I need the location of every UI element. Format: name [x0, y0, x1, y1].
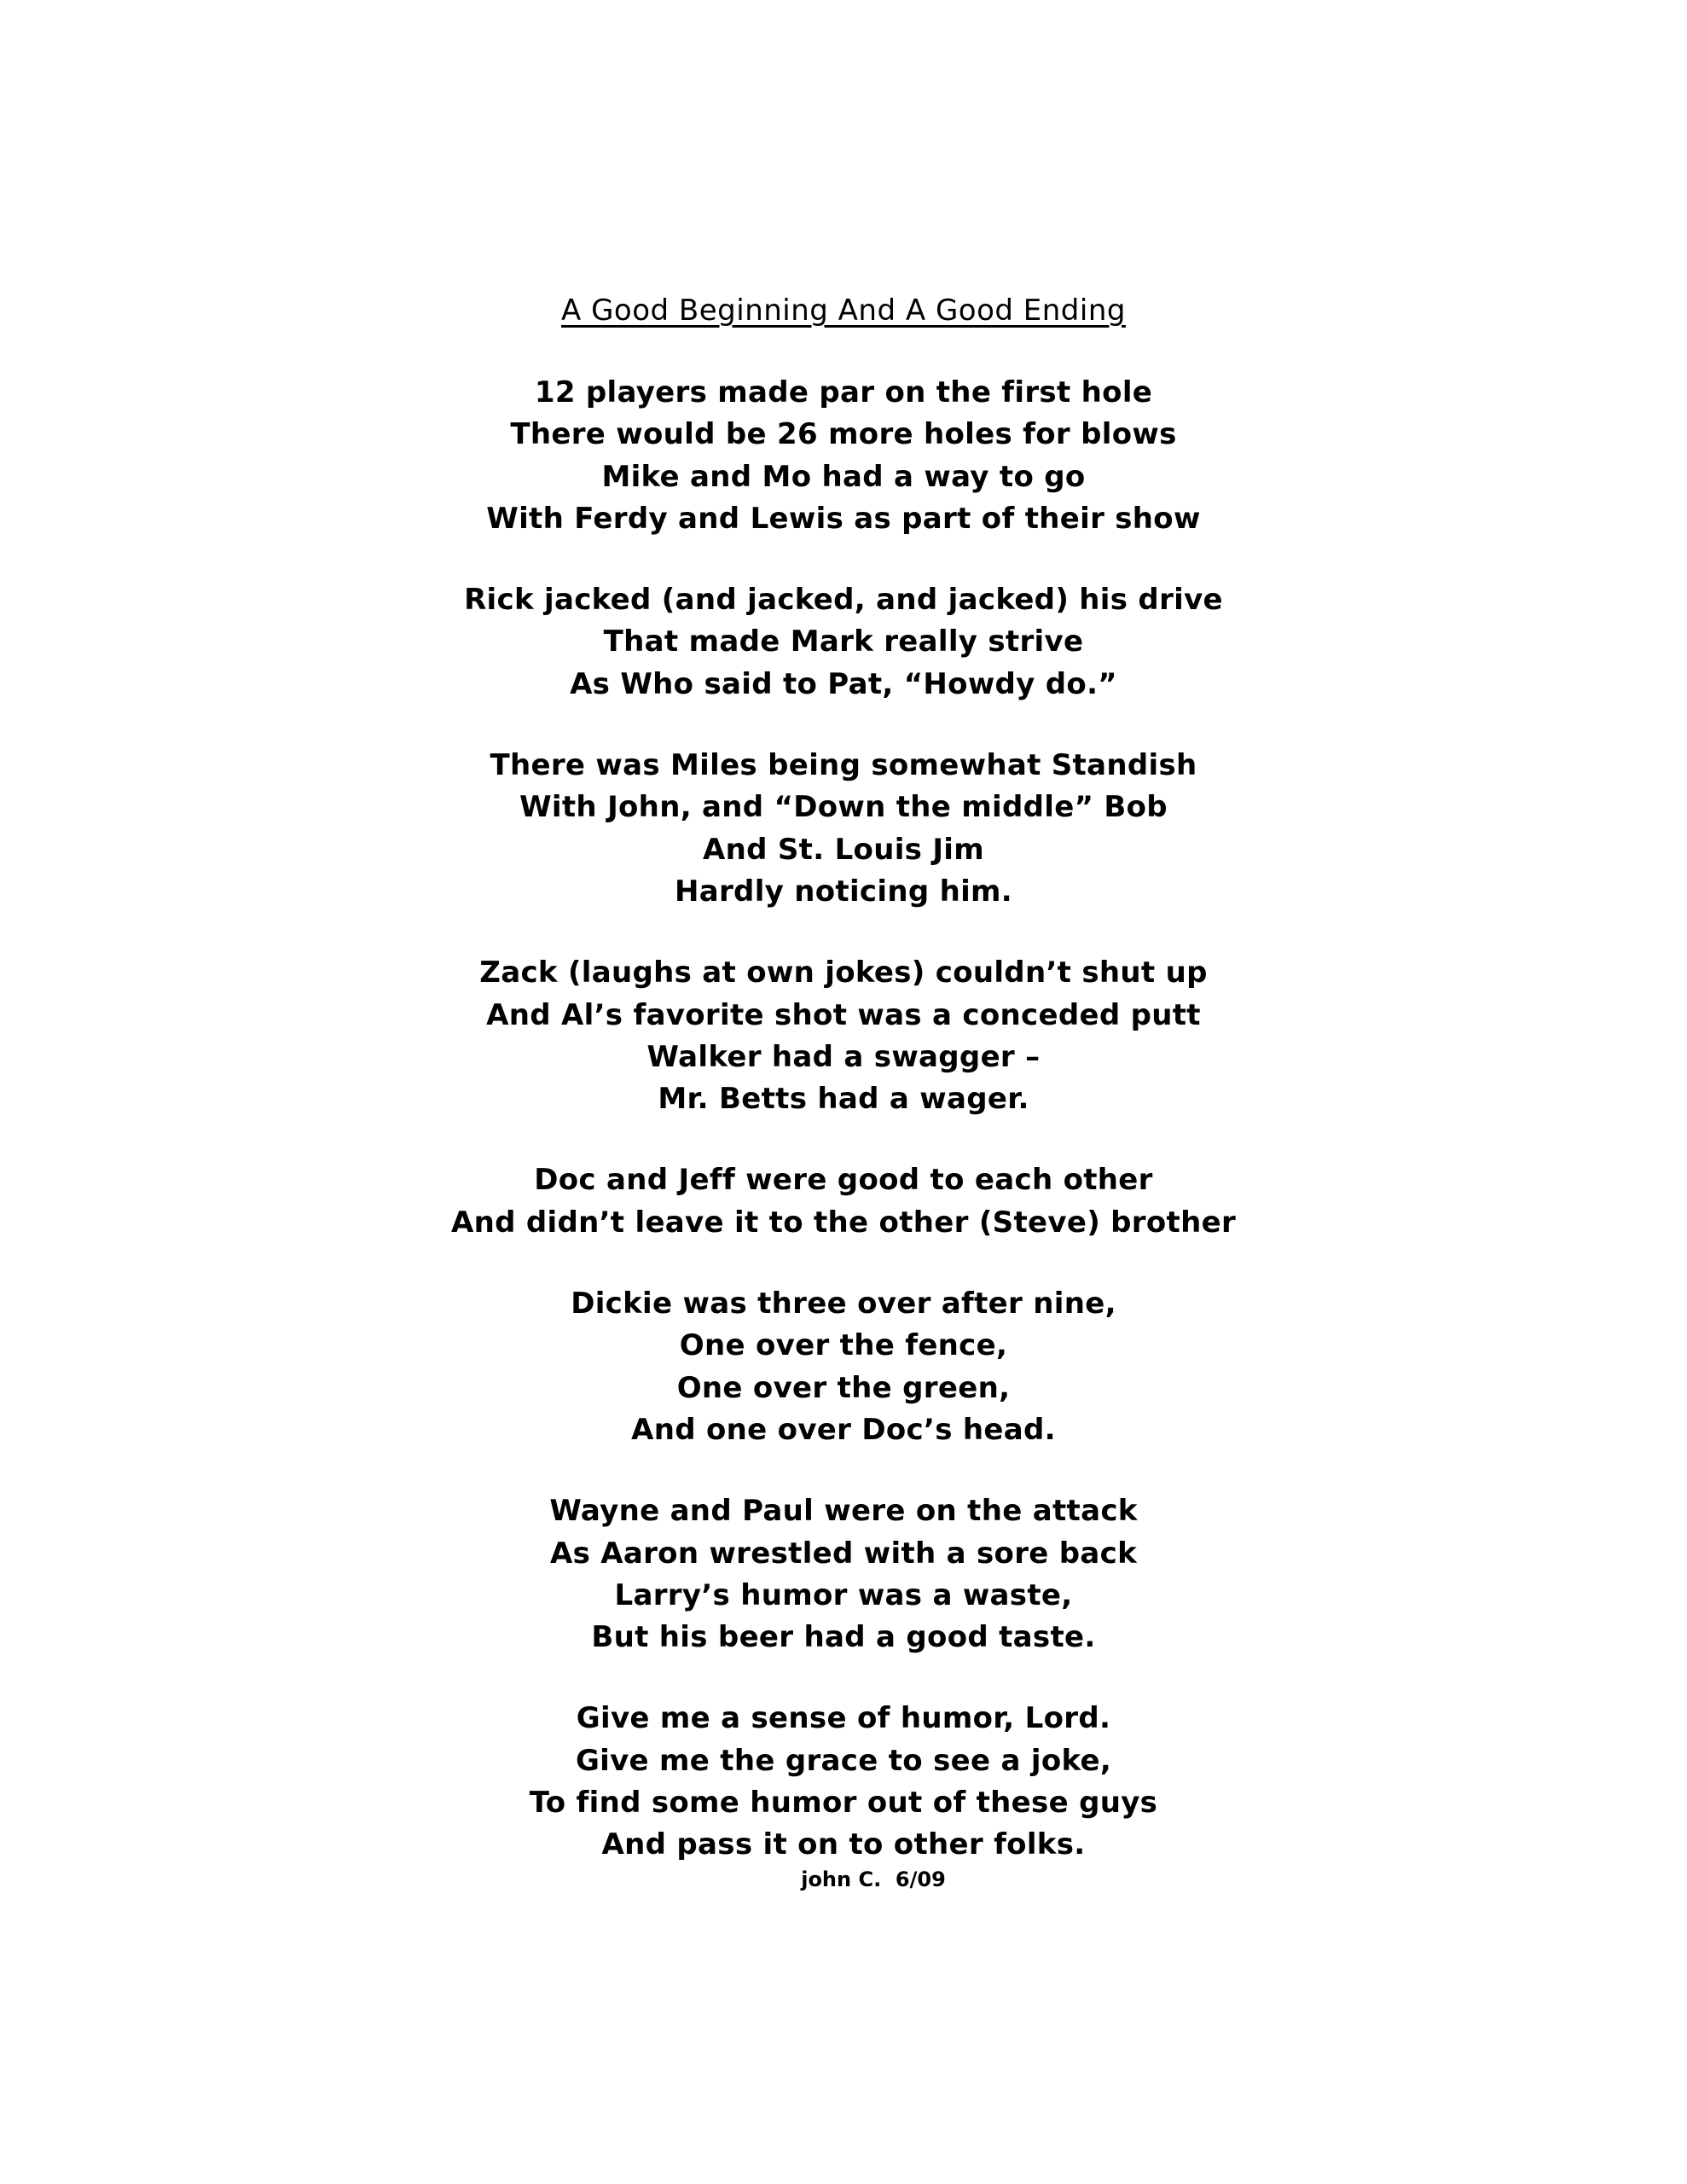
- poem-line: Give me a sense of humor, Lord.: [576, 1701, 1111, 1736]
- stanza-3: [0, 745, 1687, 913]
- poem-line: And St. Louis Jim: [703, 832, 984, 867]
- poem-line: Mike and Mo had a way to go: [601, 459, 1086, 494]
- stanza-8: [0, 1698, 1687, 1891]
- poem-line: And pass it on to other folks.: [601, 1827, 1086, 1862]
- poem-line: And Al’s favorite shot was a conceded putt: [486, 997, 1201, 1032]
- poem-line: With Ferdy and Lewis as part of their show: [486, 501, 1201, 536]
- poem-line: As Who said to Pat, “Howdy do.”: [570, 666, 1117, 701]
- author-signature: john C. 6/09: [801, 1867, 946, 1891]
- poem-title: A Good Beginning And A Good Ending: [561, 293, 1126, 328]
- poem-line: Larry’s humor was a waste,: [614, 1577, 1073, 1612]
- poem-line: That made Mark really strive: [603, 624, 1084, 659]
- poem-line: There was Miles being somewhat Standish: [490, 748, 1197, 783]
- poem-line: Rick jacked (and jacked, and jacked) his drive: [464, 583, 1223, 618]
- poem-line: Doc and Jeff were good to each other: [534, 1163, 1153, 1198]
- stanza-7: [0, 1490, 1687, 1658]
- stanza-5: [0, 1159, 1687, 1244]
- poem-line: And one over Doc’s head.: [631, 1412, 1056, 1447]
- poem-line: To find some humor out of these guys: [529, 1786, 1158, 1821]
- poem-line: Wayne and Paul were on the attack: [549, 1494, 1138, 1529]
- poem-line: One over the green,: [676, 1370, 1011, 1405]
- poem-line: As Aaron wrestled with a sore back: [549, 1536, 1138, 1571]
- poem-line: There would be 26 more holes for blows: [510, 417, 1177, 452]
- poem-line: Give me the grace to see a joke,: [575, 1743, 1112, 1778]
- stanza-4: [0, 952, 1687, 1120]
- poem-line: One over the fence,: [679, 1328, 1008, 1363]
- poem-line: Zack (laughs at own jokes) couldn’t shut up: [479, 956, 1208, 990]
- poem-line: Mr. Betts had a wager.: [658, 1082, 1029, 1117]
- stanza-1: [0, 372, 1687, 540]
- poem-line: Dickie was three over after nine,: [571, 1287, 1116, 1321]
- poem-line: But his beer had a good taste.: [591, 1620, 1096, 1655]
- poem-line: With John, and “Down the middle” Bob: [519, 790, 1168, 825]
- poem: [0, 288, 1687, 1892]
- poem-line: Walker had a swagger –: [646, 1039, 1041, 1074]
- poem-line: And didn’t leave it to the other (Steve) brother: [450, 1205, 1237, 1240]
- poem-line: Hardly noticing him.: [674, 874, 1013, 909]
- stanza-2: [0, 579, 1687, 706]
- poem-line: 12 players made par on the first hole: [534, 375, 1153, 410]
- stanza-6: [0, 1283, 1687, 1451]
